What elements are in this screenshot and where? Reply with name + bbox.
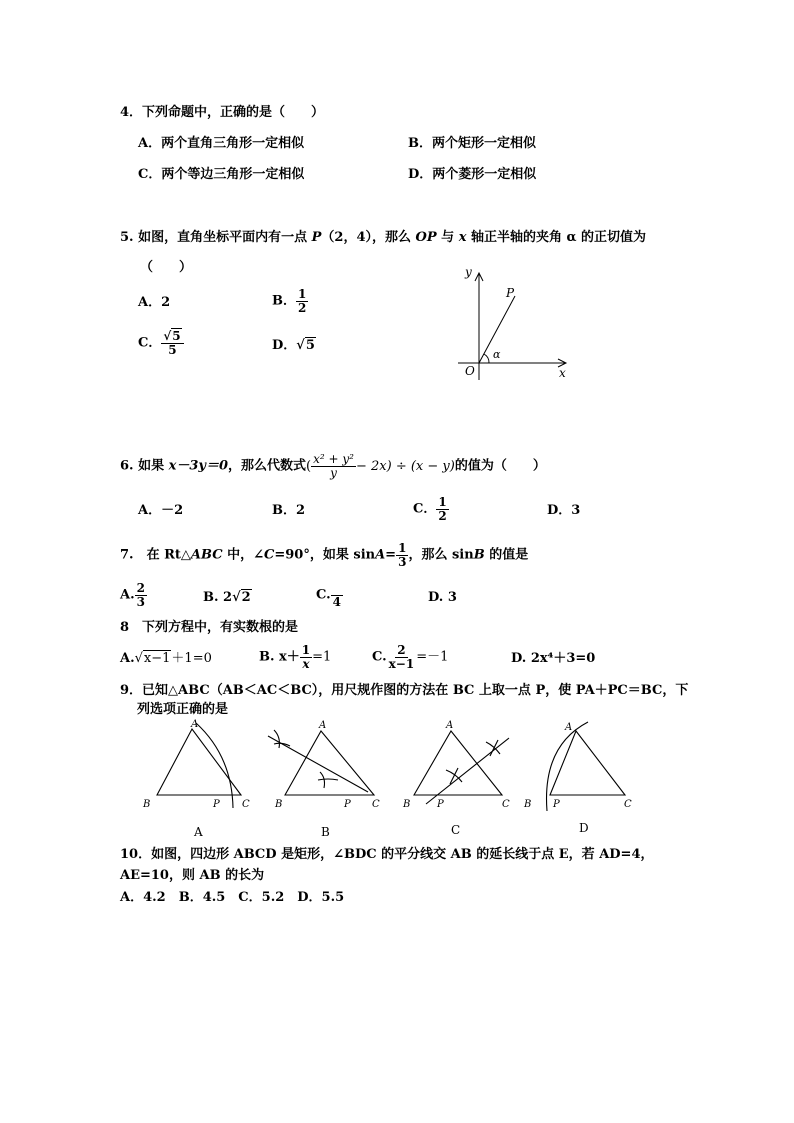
q9-caption-b: B	[321, 825, 330, 839]
compass-mark	[274, 743, 290, 746]
q5-d-rad: 5	[305, 338, 315, 353]
q6-stem-post: 的值为（ ）	[454, 458, 546, 474]
q7-a-letter: A	[375, 547, 386, 563]
q5-option-d-label: D．	[272, 338, 297, 353]
q7-eq: =	[385, 547, 397, 563]
q7-option-a-fraction	[135, 582, 147, 608]
q8-option-d: D. 2x⁴＋3=0	[511, 651, 596, 666]
q9-figure-b	[262, 716, 387, 816]
q5-option-b-fraction	[296, 288, 308, 314]
q4-option-d: D．两个菱形一定相似	[408, 167, 537, 182]
sqrt-icon: √5	[296, 338, 315, 353]
q8-option-c-fraction	[387, 644, 417, 670]
label-b: B	[275, 799, 283, 810]
q7-option-d: D. 3	[428, 590, 457, 605]
q10-stem-line2: AE=10，则 AB 的长为	[120, 868, 265, 883]
q6-option-a: A．－2	[138, 503, 184, 518]
q7-option-b	[203, 591, 252, 604]
triangle-abc	[157, 729, 241, 795]
q5-b-num: 1	[298, 287, 307, 301]
q8-c-num: 2	[397, 643, 406, 657]
q7-stem-mid: 中，∠	[222, 547, 264, 563]
q6-stem	[120, 453, 546, 479]
q9-stem-line1: 9．已知△ABC（AB＜AC＜BC），用尺规作图的方法在 BC 上取一点 P，使 PA＋PC＝BC，下	[120, 683, 689, 698]
label-c: C	[372, 799, 380, 810]
q5-stem-mid: 与	[436, 230, 459, 245]
q4-option-b: B．两个矩形一定相似	[408, 136, 536, 151]
compass-mark	[274, 730, 279, 748]
q5-option-c-fraction	[161, 330, 183, 356]
q9-figure-d	[520, 716, 645, 816]
label-p: P	[553, 799, 560, 810]
triangle-abc	[414, 731, 502, 795]
q5-coordinate-figure	[455, 262, 575, 382]
q8-option-a	[120, 652, 212, 665]
q5-stem-coord: （2，4），那么	[321, 230, 416, 245]
q5-paren: （ ）	[140, 260, 193, 275]
q6-option-c-label: C．	[413, 501, 437, 517]
triangle-abc	[550, 731, 625, 795]
label-o: O	[465, 364, 475, 378]
q8-option-b	[259, 644, 331, 670]
q4-option-c: C．两个等边三角形一定相似	[138, 167, 305, 182]
q9-caption-a: A	[194, 825, 203, 839]
q5-c-num: 5	[172, 329, 181, 343]
q6-expr-num: x² + y²	[313, 452, 354, 466]
label-p: P	[344, 799, 351, 810]
compass-mark	[486, 742, 500, 754]
compass-arc	[547, 722, 588, 811]
q7-c-den: 4	[332, 594, 342, 609]
q10-options: A．4.2 B．4.5 C．5.2 D．5.5	[120, 890, 345, 905]
q7-abc: ABC	[190, 547, 223, 563]
q5-option-b	[272, 288, 308, 314]
label-p: P	[437, 799, 444, 810]
q6-expr-tail: − 2x) ÷ (x − y)	[355, 458, 455, 474]
q7-option-b-label: B. 2	[203, 590, 233, 605]
label-a: A	[446, 720, 454, 731]
q5-option-d	[272, 339, 316, 352]
q7-frac-den: 3	[398, 554, 407, 569]
q7-c: C	[264, 547, 275, 563]
q5-stem-pre: 5. 如图，直角坐标平面内有一点	[120, 230, 312, 245]
sqrt-icon: √5	[163, 329, 181, 343]
q6-option-c	[413, 496, 449, 522]
label-a: A	[565, 722, 573, 733]
q8-option-c-label: C.	[372, 649, 387, 665]
label-b: B	[403, 799, 411, 810]
q7-a-den: 3	[136, 594, 145, 609]
compass-mark	[318, 779, 338, 780]
q8-a-tail: ＋1=0	[171, 651, 212, 666]
q8-option-a-label: A.	[120, 651, 135, 666]
label-b: B	[143, 799, 151, 810]
q4-stem: 4．下列命题中，正确的是（ ）	[120, 105, 325, 120]
label-alpha: α	[493, 348, 501, 361]
q7-option-a-label: A.	[120, 587, 135, 603]
q5-option-b-label: B．	[272, 293, 296, 309]
q7-b-letter: B	[473, 547, 485, 563]
q4-option-a: A．两个直角三角形一定相似	[138, 136, 305, 151]
q8-stem: 8 下列方程中，有实数根的是	[120, 620, 299, 635]
perpendicular-bisector	[426, 738, 509, 804]
q6-expression	[306, 452, 455, 480]
q6-expr-den: y	[330, 465, 337, 480]
q7-stem-end: 的值是	[484, 547, 529, 563]
q5-stem	[120, 231, 646, 244]
q7-option-c-fraction	[331, 582, 343, 608]
q6-option-d: D．3	[547, 503, 581, 518]
q6-stem-pre: 6. 如果	[120, 458, 169, 474]
q8-b-num: 1	[301, 643, 311, 657]
q7-option-a	[120, 582, 147, 608]
q5-stem-post: 轴正半轴的夹角 α 的正切值为	[466, 230, 647, 245]
label-c: C	[624, 799, 632, 810]
q5-c-den: 5	[168, 342, 177, 357]
q7-stem	[120, 542, 528, 568]
q6-c-den: 2	[438, 508, 447, 523]
q8-b-tail: =1	[312, 649, 332, 665]
q6-c-num: 1	[438, 495, 447, 509]
q9-caption-c: C	[451, 823, 461, 837]
q7-a-num: 2	[136, 581, 145, 595]
q6-expr-open: (	[306, 458, 312, 474]
q7-sin-fraction	[396, 542, 408, 568]
q9-caption-d: D	[579, 821, 589, 835]
q6-option-c-fraction	[436, 496, 448, 522]
q8-a-rad: x−1	[143, 651, 171, 666]
label-p: P	[506, 286, 515, 300]
q8-b-den: x	[302, 656, 310, 671]
q5-option-c-label: C．	[138, 335, 162, 351]
q5-b-den: 2	[298, 300, 307, 315]
q6-option-b: B．2	[272, 503, 306, 518]
label-p: P	[213, 799, 220, 810]
q5-option-c	[138, 330, 184, 356]
q8-c-tail: =－1	[416, 649, 449, 665]
q9-stem-line2: 列选项正确的是	[137, 702, 229, 717]
q8-option-c	[372, 644, 448, 670]
q6-stem-mid: ，那么代数式	[228, 458, 307, 474]
q5-stem-x: x	[458, 230, 467, 245]
q7-b-rad: 2	[241, 590, 251, 605]
q7-option-c-label: C.	[316, 587, 331, 603]
q7-c-num	[331, 582, 343, 596]
label-a: A	[319, 720, 327, 731]
q7-stem-mid2: =90°，如果 sin	[274, 547, 376, 563]
label-b: B	[524, 799, 532, 810]
q7-frac-num: 1	[398, 541, 407, 555]
q6-expr-fraction	[311, 453, 356, 479]
sqrt-icon: √2	[232, 590, 251, 605]
q10-stem-line1: 10．如图，四边形 ABCD 是矩形，∠BDC 的平分线交 AB 的延长线于点 E，若 AD=4，	[120, 847, 654, 862]
q5-stem-op: OP	[415, 230, 437, 245]
q8-option-b-label: B. x＋	[259, 649, 300, 665]
angle-arc	[484, 354, 489, 363]
label-c: C	[242, 799, 250, 810]
q7-stem-pre: 7. 在 Rt△	[120, 547, 191, 563]
q9-figure-c	[396, 716, 518, 816]
triangle-abc	[285, 731, 374, 795]
sqrt-icon: √x−1	[134, 651, 171, 666]
q7-stem-post: ，那么 sin	[408, 547, 474, 563]
q6-condition: x－3y＝0	[168, 458, 229, 474]
q7-option-c	[316, 582, 343, 608]
label-a: A	[191, 719, 199, 730]
label-c: C	[502, 799, 510, 810]
label-y: y	[465, 265, 472, 279]
q9-figure-a	[140, 716, 258, 816]
perpendicular-bisector	[268, 736, 368, 792]
q8-option-b-fraction	[300, 644, 312, 670]
label-x: x	[559, 366, 566, 380]
q5-option-a: A．2	[138, 295, 171, 310]
q5-stem-point: P	[311, 230, 322, 245]
q8-c-den: x−1	[388, 656, 415, 671]
